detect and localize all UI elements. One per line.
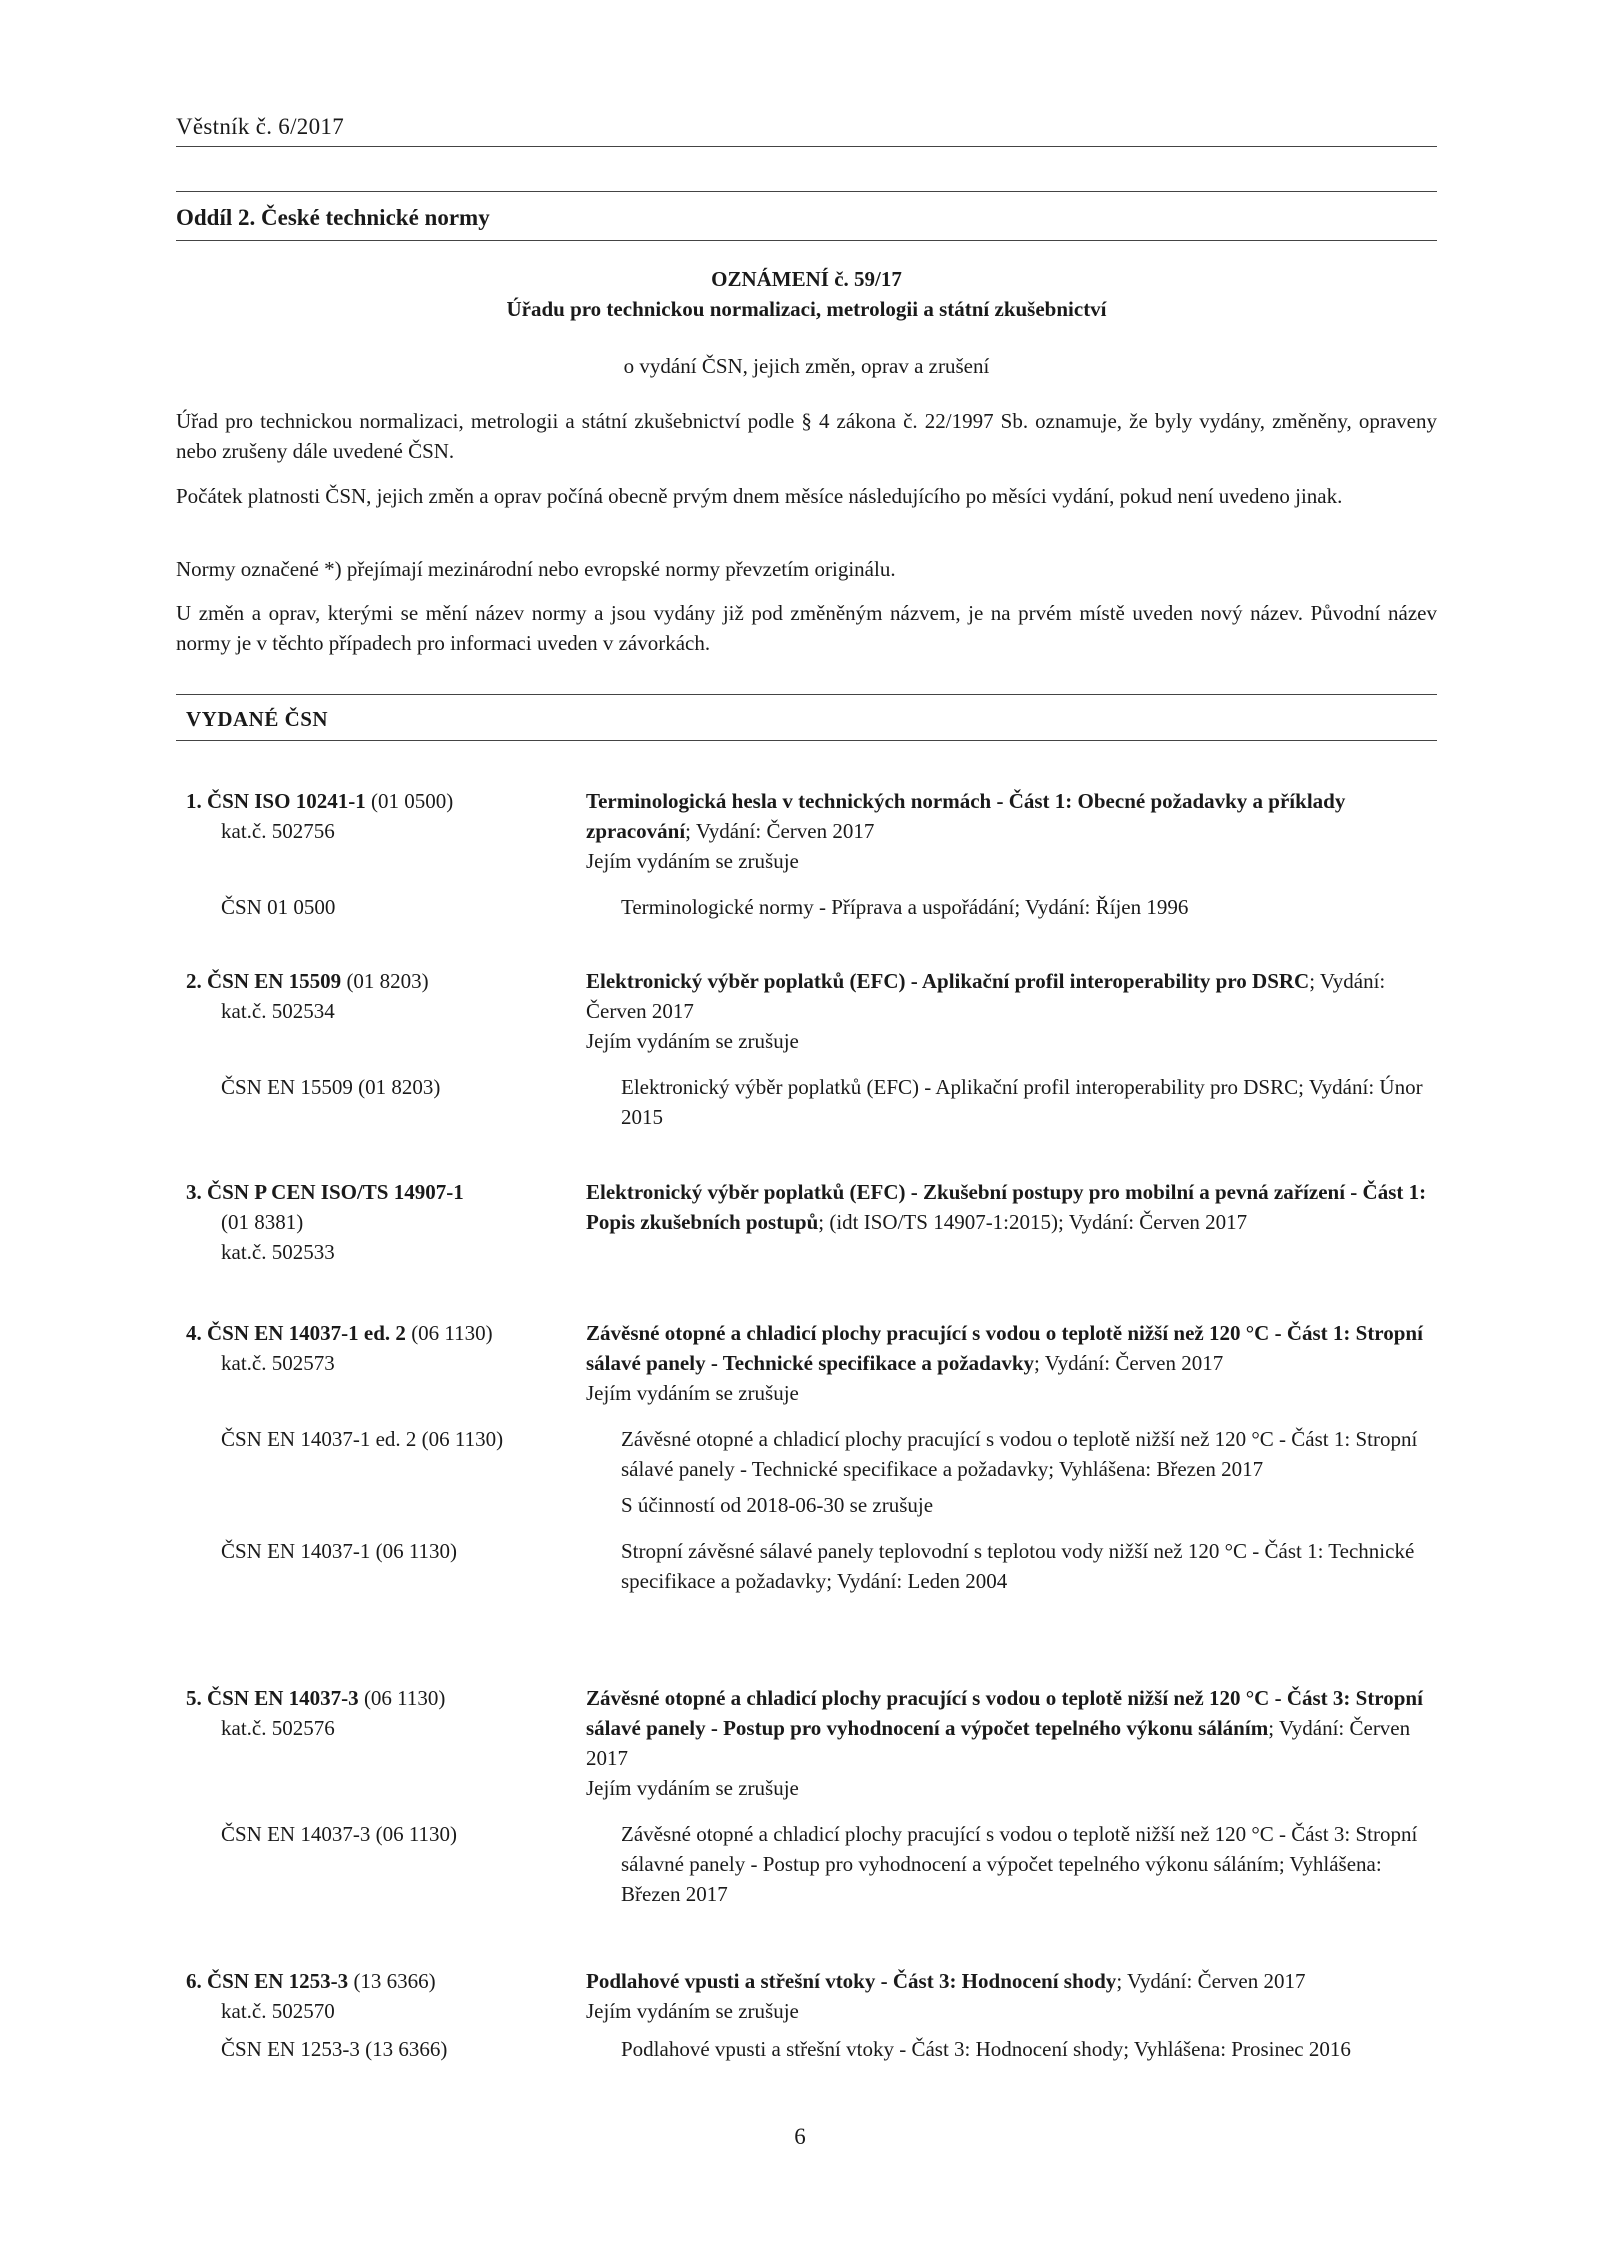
entry-class: (06 1130) [358, 1686, 446, 1710]
replaced-code: ČSN EN 14037-1 ed. 2 (06 1130) [221, 1427, 504, 1451]
journal-header: Věstník č. 6/2017 [176, 114, 344, 139]
entry-number: 1. [186, 789, 202, 813]
entry-class: (01 0500) [365, 789, 454, 813]
replaced-code: ČSN EN 15509 (01 8203) [221, 1075, 441, 1099]
replaced-code: ČSN EN 14037-1 (06 1130) [221, 1539, 458, 1563]
entry-catalog-number: kat.č. 502576 [221, 1716, 335, 1740]
standard-entry [186, 1177, 1436, 1267]
entry-cancel-note: Jejím vydáním se zrušuje [586, 1381, 799, 1405]
entry-number: 4. [186, 1321, 202, 1345]
entry-issue: ; Vydání: Červen 2017 [586, 969, 1386, 1023]
entry-issue: ; Vydání: Červen 2017 [586, 1716, 1411, 1770]
entry-class: (01 8203) [341, 969, 429, 993]
entry-cancel-note: Jejím vydáním se zrušuje [586, 1029, 799, 1053]
standard-entry [186, 966, 1436, 1132]
header-rule [176, 146, 1437, 147]
standard-entry [186, 786, 1436, 922]
entry-issue: ; Vydání: Červen 2017 [685, 819, 875, 843]
entry-code: ČSN ISO 10241-1 [207, 789, 366, 813]
entry-code: ČSN EN 1253-3 [207, 1969, 349, 1993]
entry-class: (01 8381) [221, 1210, 304, 1234]
page-number: 6 [794, 2124, 806, 2149]
announcement-paragraph: Normy označené *) přejímají mezinárodní nebo evropské normy převzetím originálu. [176, 557, 896, 581]
entry-class: (13 6366) [348, 1969, 436, 1993]
announcement-paragraph: Počátek platnosti ČSN, jejich změn a oprav počíná obecně prvým dnem měsíce následujícího po měsíci vydání, pokud není uvedeno jinak. [176, 484, 1343, 508]
replaced-text: Závěsné otopné a chladicí plochy pracující s vodou o teplotě nižší než 120 °C - Část 3: Stropní sálavné panely - Postup pro vyhodnocení a výpočet tepelného výkonu sáláním; Vyhlášena: Březen 2017 [621, 1822, 1418, 1906]
entry-title: Terminologická hesla v technických normách - Část 1: Obecné požadavky a příklady zpracování [586, 789, 1346, 843]
replaced-standard [186, 1819, 1436, 1909]
entry-code: ČSN P CEN ISO/TS 14907-1 [207, 1180, 464, 1204]
entry-title: Závěsné otopné a chladicí plochy pracující s vodou o teplotě nižší než 120 °C - Část 1: Stropní sálavé panely - Technické specifikace a požadavky [586, 1321, 1423, 1375]
replaced-extra-note: S účinností od 2018-06-30 se zrušuje [621, 1493, 934, 1517]
entry-number: 3. [186, 1180, 202, 1204]
replaced-standard [186, 892, 1436, 922]
standard-entry [186, 1318, 1436, 1596]
entry-title: Podlahové vpusti a střešní vtoky - Část 3: Hodnocení shody [586, 1969, 1117, 1993]
replaced-text: Podlahové vpusti a střešní vtoky - Část 3: Hodnocení shody; Vyhlášena: Prosinec 2016 [621, 2037, 1351, 2061]
entry-cancel-note: Jejím vydáním se zrušuje [586, 1999, 799, 2023]
entry-title: Závěsné otopné a chladicí plochy pracující s vodou o teplotě nižší než 120 °C - Část 3: Stropní sálavé panely - Postup pro vyhodnocení a výpočet tepelného výkonu sáláním [586, 1686, 1423, 1740]
announcement-heading [176, 264, 1437, 324]
entry-catalog-number: kat.č. 502570 [221, 1999, 335, 2023]
entry-number: 2. [186, 969, 202, 993]
replaced-text: Stropní závěsné sálavé panely teplovodní s teplotou vody nižší než 120 °C - Část 1: Technické specifikace a požadavky; Vydání: Leden 2004 [621, 1539, 1415, 1593]
standard-entry [186, 1683, 1436, 1909]
entry-title: Elektronický výběr poplatků (EFC) - Zkušební postupy pro mobilní a pevná zařízení - Část 1: Popis zkušebních postupů [586, 1180, 1427, 1234]
entry-class: (06 1130) [405, 1321, 493, 1345]
section-rule-bottom [176, 240, 1437, 241]
replaced-text: Elektronický výběr poplatků (EFC) - Aplikační profil interoperability pro DSRC; Vydání: Únor 2015 [621, 1075, 1423, 1129]
entry-issue: ; (idt ISO/TS 14907-1:2015); Vydání: Červen 2017 [818, 1210, 1248, 1234]
announcement-title: OZNÁMENÍ č. 59/17 [711, 267, 902, 291]
standard-entry [186, 1966, 1436, 2064]
vydane-heading: VYDANÉ ČSN [186, 707, 329, 731]
entry-issue: ; Vydání: Červen 2017 [1116, 1969, 1306, 1993]
replaced-code: ČSN 01 0500 [221, 895, 336, 919]
replaced-standard [186, 1424, 1436, 1520]
entry-code: ČSN EN 14037-1 ed. 2 [207, 1321, 406, 1345]
entry-catalog-number: kat.č. 502533 [221, 1240, 335, 1264]
section-rule-top [176, 191, 1437, 192]
entry-issue: ; Vydání: Červen 2017 [1034, 1351, 1224, 1375]
replaced-text: Závěsné otopné a chladicí plochy pracující s vodou o teplotě nižší než 120 °C - Část 1: Stropní sálavé panely - Technické specifikace a požadavky; Vyhlášena: Březen 2017 [621, 1427, 1418, 1481]
entry-number: 6. [186, 1969, 202, 1993]
replaced-standard [186, 2034, 1436, 2064]
entry-number: 5. [186, 1686, 202, 1710]
entry-catalog-number: kat.č. 502534 [221, 999, 335, 1023]
section-title: Oddíl 2. České technické normy [176, 205, 490, 230]
entry-catalog-number: kat.č. 502573 [221, 1351, 335, 1375]
entry-code: ČSN EN 15509 [207, 969, 342, 993]
announcement-subtitle: o vydání ČSN, jejich změn, oprav a zrušení [623, 354, 990, 378]
entry-code: ČSN EN 14037-3 [207, 1686, 359, 1710]
vydane-rule-top [176, 694, 1437, 695]
entry-cancel-note: Jejím vydáním se zrušuje [586, 849, 799, 873]
replaced-code: ČSN EN 1253-3 (13 6366) [221, 2037, 448, 2061]
announcement-authority: Úřadu pro technickou normalizaci, metrologii a státní zkušebnictví [506, 297, 1107, 321]
replaced-standard [186, 1072, 1436, 1132]
announcement-paragraph: Úřad pro technickou normalizaci, metrologii a státní zkušebnictví podle § 4 zákona č. 22/1997 Sb. oznamuje, že byly vydány, změněny, opraveny nebo zrušeny dále uvedené ČSN. [176, 409, 1437, 463]
entry-cancel-note: Jejím vydáním se zrušuje [586, 1776, 799, 1800]
replaced-code: ČSN EN 14037-3 (06 1130) [221, 1822, 458, 1846]
announcement-paragraph: U změn a oprav, kterými se mění název normy a jsou vydány již pod změněným názvem, je na prvém místě uveden nový název. Původní název normy je v těchto případech pro informaci uveden v závorkách. [176, 601, 1437, 655]
entry-title: Elektronický výběr poplatků (EFC) - Aplikační profil interoperability pro DSRC [586, 969, 1310, 993]
entry-catalog-number: kat.č. 502756 [221, 819, 335, 843]
vydane-rule-bottom [176, 740, 1437, 741]
replaced-standard [186, 1536, 1436, 1596]
replaced-text: Terminologické normy - Příprava a uspořádání; Vydání: Říjen 1996 [621, 895, 1189, 919]
